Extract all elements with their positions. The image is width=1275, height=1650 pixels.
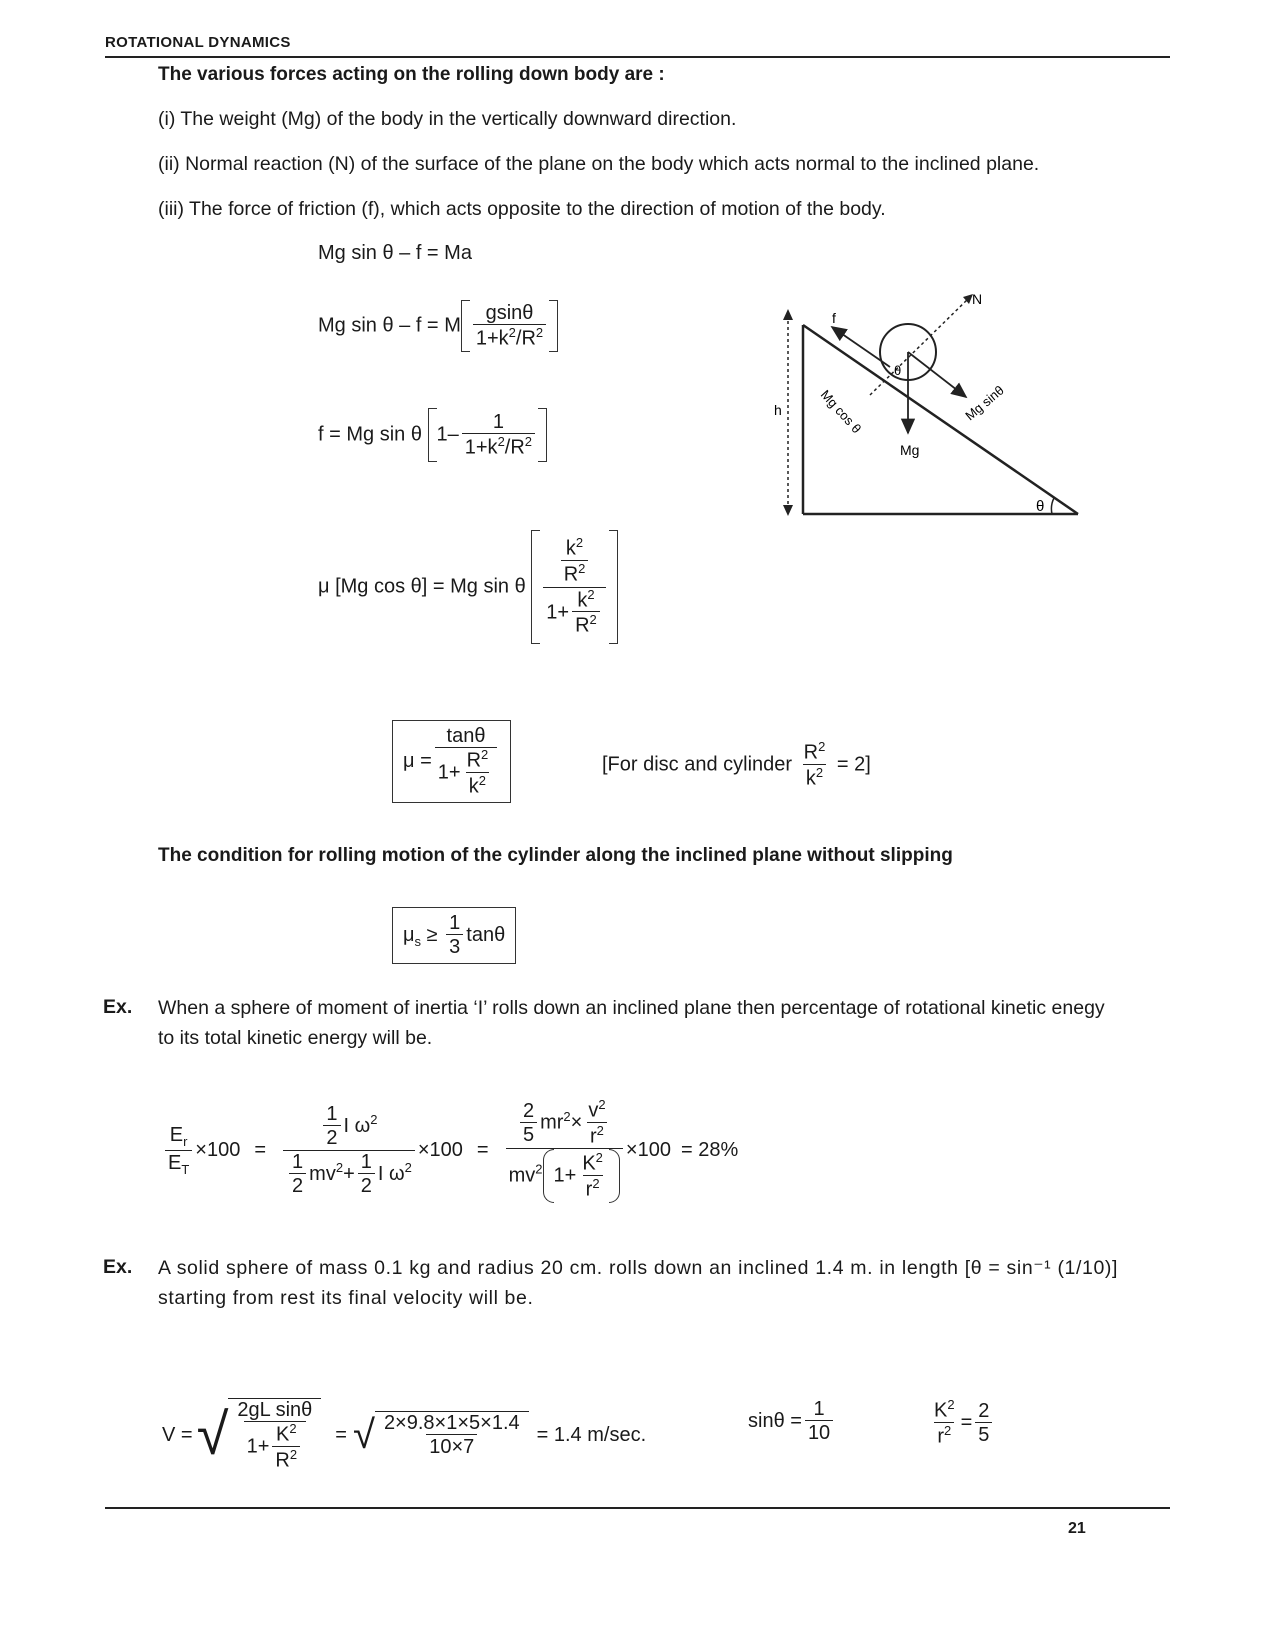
- label-f: f: [832, 310, 836, 326]
- ex1-question: When a sphere of moment of inertia ‘I’ rolls down an inclined plane then percentage of rotational kinetic enegy to its total kinetic energy will be.: [158, 997, 1105, 1049]
- equation-newton: Mg sin θ – f = Ma: [318, 242, 472, 264]
- eq3-den-mid: /R: [504, 436, 525, 459]
- ex1-h1: 1: [326, 1103, 338, 1126]
- eq3-right-bracket: [538, 408, 547, 462]
- ex1-v-sq: 2: [598, 1097, 606, 1112]
- ex1-Iw2: I ω: [377, 1162, 405, 1185]
- eq2-fraction: [473, 302, 546, 351]
- ex2-k-ratio: [928, 1398, 995, 1448]
- eq4-lhs: μ [Mg cos θ] = Mg sin θ: [318, 575, 526, 598]
- mu-den-R: [464, 748, 492, 772]
- eq4-right-bracket: [609, 530, 618, 644]
- ex2-sqrt-a: [228, 1398, 321, 1472]
- eq4-k: k: [565, 537, 576, 560]
- ex1-v2: [585, 1098, 608, 1122]
- eq4-numerator: [555, 536, 595, 586]
- mu-equals: μ =: [403, 749, 432, 772]
- ex1-rr: r: [589, 1125, 597, 1148]
- eq4-den-frac: [572, 588, 600, 638]
- eq2-lhs: Mg sin θ – f =: [318, 314, 439, 337]
- equation-mu-balance: [318, 530, 618, 644]
- ex2-sin: sinθ =: [748, 1409, 802, 1432]
- cond-ge: ≥: [426, 923, 438, 946]
- ex2-sqrt-b: [375, 1411, 529, 1459]
- eq4-num-frac: [561, 536, 589, 586]
- ex1-sub-r: r: [183, 1134, 188, 1150]
- ex1-result: = 28%: [680, 1139, 739, 1162]
- inclined-plane-diagram: [770, 285, 1100, 530]
- ex1-rot-num: [317, 1103, 380, 1150]
- ex1-E1: E: [169, 1124, 184, 1147]
- mu-k: k: [468, 775, 479, 798]
- ex1-h6: 2: [358, 1173, 375, 1198]
- ex2-r: r: [937, 1425, 944, 1448]
- eq2-numerator: gsinθ: [485, 301, 534, 324]
- eq2-den-pre: 1+k: [475, 327, 509, 350]
- ex1-w-sq: 2: [370, 1112, 378, 1128]
- ex1-v2r2: [585, 1098, 608, 1148]
- mu-den-frac: [464, 748, 492, 798]
- ex1-tot-den: [283, 1150, 415, 1198]
- ex2-eq: =: [335, 1423, 347, 1446]
- ex2-K2r2: [931, 1398, 958, 1448]
- ex1-energy-frac: [283, 1103, 415, 1198]
- ex2-num1: 2gL sinθ: [237, 1399, 313, 1421]
- ex1-x100-a: ×100: [195, 1139, 241, 1162]
- label-theta-center: θ: [894, 363, 902, 378]
- ex1-solution: [162, 1098, 738, 1203]
- disc-k: [803, 764, 826, 791]
- ex1-mr: mr: [540, 1111, 564, 1134]
- cond-mu: μ: [403, 923, 415, 946]
- disc-note-text: [For disc and cylinder: [602, 753, 793, 776]
- mu-fraction: [435, 725, 498, 798]
- ex2-frac-b: [381, 1412, 523, 1459]
- boxed-condition: [392, 907, 516, 964]
- ex1-eq-b: =: [476, 1139, 489, 1162]
- ex2-question: A solid sphere of mass 0.1 kg and radius 20 cm. rolls down an inclined 1.4 m. in length [θ = sin⁻¹ (1/10)] starting from rest its final velocity will be.: [158, 1257, 1118, 1309]
- cond-tan: tanθ: [466, 923, 506, 946]
- eq2-left-bracket: [461, 300, 470, 352]
- disc-k-sq: 2: [815, 764, 824, 780]
- eq2-denominator: [473, 324, 546, 351]
- ex1-ET: [165, 1150, 192, 1178]
- disc-R-sq: 2: [818, 739, 826, 754]
- ex2-sin-value: [748, 1398, 836, 1445]
- eq4-dk-sq: 2: [587, 586, 595, 602]
- ex2-K: K: [275, 1423, 290, 1446]
- ex1-label: Ex.: [103, 996, 133, 1018]
- label-mg-sin: Mg sinθ: [962, 382, 1007, 424]
- ex2-K2: [273, 1422, 300, 1446]
- disc-R-letter: R: [803, 741, 819, 764]
- ex1-sph-den: [506, 1148, 623, 1203]
- eq4-num-k: [563, 536, 586, 560]
- ex2-Kk: [931, 1398, 958, 1422]
- ex2-K-sq: 2: [289, 1421, 297, 1436]
- label-mg: Mg: [900, 442, 920, 458]
- ex1-h5: 1: [360, 1151, 372, 1174]
- ex2-one-plus: 1+: [246, 1435, 270, 1458]
- eq2-mass: M: [444, 314, 461, 337]
- ex1-w2-sq: 2: [404, 1160, 412, 1176]
- ex1-K2: [579, 1151, 606, 1175]
- ex1-h3: 1: [292, 1151, 304, 1174]
- height-arrow-bottom: [783, 505, 793, 516]
- eq4-R-sq: 2: [578, 560, 586, 576]
- ex1-plus: +: [343, 1162, 355, 1185]
- eq2-den-mid: /R: [515, 327, 536, 350]
- ex2-sqrt-sign-a: √: [196, 1402, 229, 1468]
- ex2-solution: [162, 1398, 646, 1472]
- ex2-K3-sq: 2: [947, 1397, 955, 1412]
- ex1-eq-a: =: [254, 1139, 267, 1162]
- condition-heading: The condition for rolling motion of the cylinder along the inclined plane without slipping: [158, 845, 953, 866]
- ex1-Iw: I ω: [343, 1114, 371, 1137]
- ex2-den2: 10×7: [426, 1434, 477, 1459]
- mu-one-plus: 1+: [437, 761, 461, 784]
- ex1-t5: 5: [520, 1122, 537, 1147]
- eq4-num-R: [561, 560, 589, 587]
- ex2-one-tenth: [805, 1398, 833, 1445]
- ex1-sphere-frac: [506, 1098, 623, 1203]
- mu-R-sq: 2: [481, 747, 489, 762]
- ex1-sub-T: T: [181, 1161, 190, 1177]
- ex2-label: Ex.: [103, 1256, 133, 1278]
- ex2-V: V =: [162, 1423, 193, 1446]
- ex1-mv3-sq: 2: [535, 1161, 543, 1177]
- cond-three: 3: [446, 934, 463, 959]
- running-header: ROTATIONAL DYNAMICS: [105, 34, 291, 51]
- ex2-R-sq: 2: [289, 1446, 298, 1462]
- disc-note-fraction: [801, 740, 829, 790]
- eq2-den-sq2: 2: [535, 324, 544, 340]
- eq3-fraction: [462, 411, 535, 460]
- eq4-fraction: [543, 536, 606, 638]
- ex1-sph-num: [514, 1098, 615, 1148]
- label-N: N: [972, 291, 983, 307]
- ex1-mv-sq: 2: [335, 1160, 344, 1176]
- ex1-E2: E: [168, 1151, 182, 1174]
- ex1-K: K: [582, 1152, 596, 1175]
- eq4-k-sq: 2: [575, 535, 584, 551]
- eq3-denominator: [462, 433, 535, 460]
- boxed-mu-result: [392, 720, 511, 803]
- ex2-two-fifth: [975, 1400, 992, 1447]
- page-number: 21: [1068, 1520, 1086, 1537]
- ex1-Er: [167, 1124, 191, 1149]
- eq3-den-pre: 1+k: [464, 436, 498, 459]
- equation-friction-expr: [318, 408, 547, 462]
- eq3-numerator: 1: [492, 410, 504, 433]
- forces-heading: The various forces acting on the rolling down body are :: [158, 64, 665, 85]
- ex1-r3-sq: 2: [592, 1175, 600, 1191]
- eq4-den-k: [574, 588, 597, 612]
- ex1-v: v: [588, 1099, 599, 1122]
- force-item-normal: (ii) Normal reaction (N) of the surface of the plane on the body which acts normal to the inclined plane.: [158, 153, 1040, 175]
- ex1-one-plus: 1+: [553, 1164, 577, 1187]
- footer-rule: [105, 1507, 1170, 1509]
- force-item-weight: (i) The weight (Mg) of the body in the vertically downward direction.: [158, 108, 737, 130]
- eq2-den-sq1: 2: [508, 324, 516, 340]
- ex2-one: 1: [813, 1398, 825, 1420]
- height-arrow-top: [783, 309, 793, 320]
- disc-k-letter: k: [805, 767, 816, 790]
- ex2-eq2: =: [960, 1411, 973, 1434]
- header-rule: [105, 56, 1170, 58]
- ex2-R2: [272, 1446, 300, 1473]
- ex1-K2r2: [579, 1151, 606, 1201]
- ex2-ten: 10: [805, 1420, 833, 1445]
- ex1-mv3: mv: [508, 1164, 536, 1187]
- ex2-K2R2: [272, 1422, 300, 1472]
- ex2-result: = 1.4 m/sec.: [536, 1423, 647, 1446]
- ex1-rr2: [583, 1175, 603, 1202]
- ex1-left-paren: [543, 1149, 554, 1203]
- eq2-right-bracket: [549, 300, 558, 352]
- ex1-mr-sq: 2: [563, 1108, 571, 1124]
- ex1-r-sq: 2: [596, 1122, 604, 1138]
- ex1-mv: mv: [309, 1162, 336, 1185]
- eq3-den-sq1: 2: [497, 433, 505, 449]
- disc-cylinder-note: [602, 740, 871, 790]
- ex1-h2: 2: [323, 1125, 340, 1150]
- ex1-half-c: [358, 1151, 375, 1198]
- ex2-R: R: [275, 1449, 290, 1472]
- mu-k-sq: 2: [478, 772, 487, 788]
- ex1-half-a: [323, 1103, 340, 1150]
- ex1-t2: 2: [522, 1099, 535, 1122]
- eq4-dR-sq: 2: [589, 612, 597, 628]
- eq4-one-plus: 1+: [546, 600, 570, 623]
- ex1-half-b: [289, 1151, 306, 1198]
- ex1-times: ×: [570, 1111, 583, 1134]
- label-mg-cos: Mg cos θ: [817, 386, 865, 437]
- label-h: h: [774, 402, 782, 418]
- ex2-rr: [934, 1422, 954, 1449]
- eq4-R: R: [563, 563, 579, 586]
- eq3-den-sq2: 2: [524, 433, 533, 449]
- cond-sub-s: s: [414, 933, 422, 949]
- ex1-h4: 2: [289, 1173, 306, 1198]
- ex1-right-paren: [609, 1149, 620, 1203]
- mu-denominator: [435, 747, 498, 798]
- eq3-lhs: f = Mg sin θ: [318, 423, 422, 446]
- eq3-one-minus: 1–: [436, 423, 459, 446]
- ex1-twofifth: [520, 1100, 537, 1147]
- ex2-five: 5: [975, 1422, 992, 1447]
- disc-note-end: = 2]: [836, 753, 871, 776]
- ex2-two: 2: [978, 1399, 990, 1422]
- mu-R: R: [466, 749, 482, 772]
- ex1-x100-c: ×100: [625, 1139, 671, 1162]
- ex1-ratio: [165, 1124, 192, 1177]
- ex2-K3: K: [934, 1399, 948, 1422]
- ex1-K-sq: 2: [595, 1150, 603, 1166]
- mu-numerator: tanθ: [446, 725, 486, 747]
- cond-one: 1: [449, 912, 461, 934]
- ex2-num2: 2×9.8×1×5×1.4: [383, 1412, 520, 1435]
- ex2-sqrt-sign-b: √: [352, 1413, 375, 1458]
- eq4-dR: R: [575, 614, 590, 637]
- angle-arc: [1051, 498, 1054, 514]
- disc-R: [801, 740, 829, 764]
- mu-den-k: [466, 772, 489, 799]
- ex1-x100-b: ×100: [417, 1139, 463, 1162]
- eq4-dk: k: [577, 589, 588, 612]
- eq4-denominator: [543, 587, 606, 638]
- ex1-r2: [587, 1122, 607, 1149]
- ex2-den1: [244, 1421, 307, 1472]
- equation-friction-acc: [318, 300, 558, 352]
- force-item-friction: (iii) The force of friction (f), which acts opposite to the direction of motion of the body.: [158, 198, 886, 220]
- eq3-left-bracket: [428, 408, 437, 462]
- eq4-den-R: [572, 611, 600, 638]
- label-angle: θ: [1036, 498, 1045, 515]
- eq4-left-bracket: [531, 530, 540, 644]
- ex1-r3: r: [585, 1178, 593, 1201]
- ex2-frac-a: [234, 1399, 315, 1472]
- cond-fraction: [446, 912, 463, 959]
- ex2-r-sq: 2: [944, 1422, 952, 1438]
- mg-sin-arrow: [908, 352, 966, 397]
